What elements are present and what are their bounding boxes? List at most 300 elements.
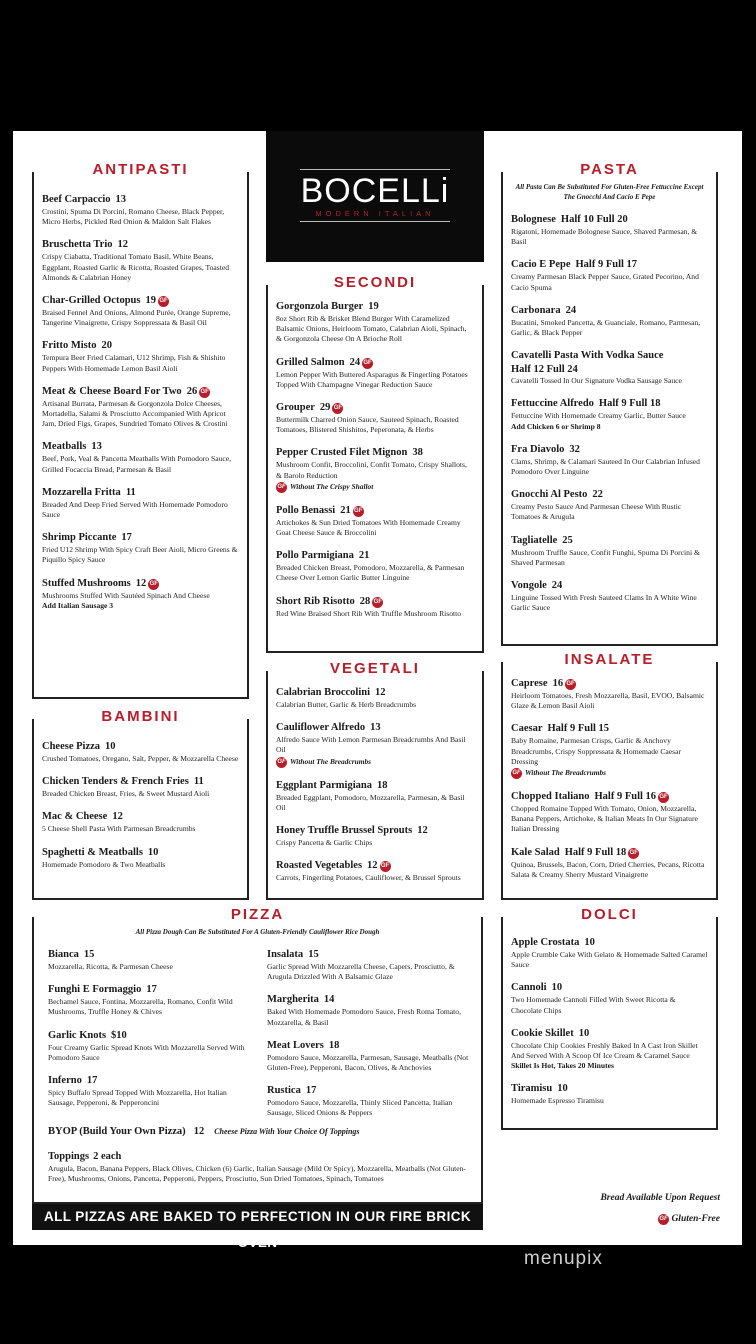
gf-icon: GF [658,1214,669,1225]
item-description: Four Creamy Garlic Spread Knots With Mozzarella Served With Pomodoro Sauce [48,1042,245,1062]
item-header [511,842,708,860]
item-header [276,352,474,370]
item-name: Beef Carpaccio [42,194,111,205]
item-price: Half 9 Full 15 [547,723,610,735]
item-price: 12 [117,239,128,251]
gf-icon: GF [276,757,287,768]
item-price: 29 [319,402,331,414]
item-header [511,718,708,736]
menu-item [267,989,472,1027]
item-header [48,1025,253,1043]
item-description: Calabrian Butter, Garlic & Herb Breadcrumbs [276,700,417,709]
item-name: Fritto Misto [42,340,97,352]
item-price: 10 [551,982,563,994]
item-header [511,484,708,502]
item-header [42,234,239,252]
gf-icon: GF [658,792,669,803]
gf-icon: GF [332,403,343,414]
item-name: Carbonara [511,304,561,316]
section-title: ANTIPASTI [34,161,247,179]
menu-item [42,482,239,520]
pizza-banner: ALL PIZZAS ARE BAKED TO PERFECTION IN OUR FIRE BRICK OVEN [32,1204,483,1230]
item-header [276,545,474,563]
gf-icon: GF [628,848,639,859]
menu-item [511,393,708,431]
item-name: Spaghetti & Meatballs [42,846,143,858]
item-header [267,1080,472,1098]
item-header [511,1023,708,1041]
menu-item [42,527,239,565]
menu-item [511,484,708,522]
item-description: Baby Romaine, Parmesan Crisps, Garlic & Anchovy Breadcrumbs, Crispy Soppressata & Homemade Caesar Dressing [511,736,681,766]
item-price: 26 [186,385,198,397]
item-name: Grilled Salmon [276,356,345,368]
logo-rule-bottom [300,221,450,222]
item-price: 20 [101,340,113,352]
item-description: Mushrooms Stuffed With Sautéed Spinach And Cheese [42,590,210,600]
item-price: Half 9 Full 18 [564,846,627,858]
item-description: Red Wine Braised Short Rib With Truffle Mushroom Risotto [276,608,462,618]
item-name: Honey Truffle Brussel Sprouts [276,825,413,837]
item-header [267,989,472,1007]
item-name: Vongole [511,580,547,592]
menu-item [276,545,474,583]
item-header [276,717,474,735]
item-description: Fried U12 Shrimp With Spicy Craft Beer Aioli, Micro Greens & Piquillo Spicy Sauce [42,545,238,565]
item-description: Breaded Chicken Breast, Pomodoro, Mozzarella, & Parmesan Cheese Over Lemon Garlic Butter Linguine [276,563,465,583]
pasta-note: All Pasta Can Be Substituted For Gluten-Free Fettuccine Except The Gnocchi And Cacio E Pepe [515,183,704,201]
item-header [276,500,474,518]
menu-item [48,944,253,972]
gf-icon: GF [372,597,383,608]
item-name: Cavatelli Pasta With Vodka Sauce [511,350,664,362]
item-description: Linguine Tossed With Fresh Sauteed Clams In A White Wine Garlic Sauce [511,593,697,613]
bread-note: Bread Available Upon Request [600,1193,720,1203]
item-description: Cavatelli Tossed In Our Signature Vodka Sausage Sauce [511,376,682,386]
item-price: 38 [412,447,423,459]
pizza-column-right [267,937,472,1119]
gf-icon: GF [148,579,159,590]
menu-item [42,842,239,870]
item-header [511,209,708,227]
item-price: 10 [105,741,116,752]
gf-note [276,756,474,768]
item-header [511,977,708,995]
item-description: Creamy Pesto Sauce And Parmesan Cheese With Rustic Tomatoes & Arugula [511,502,682,522]
item-header [267,944,472,962]
gf-icon: GF [511,768,522,779]
item-header [511,439,708,457]
item-price: 12 [367,860,378,872]
item-price: 24 [349,356,361,368]
item-price: 12 [375,687,386,698]
item-price: 11 [193,776,204,788]
item-price: 10 [557,1083,568,1095]
item-description: Beef, Pork, Veal & Pancetta Meatballs With Pomodoro Sauce, Grilled Focaccia Bread, Parmesan & Basil [42,454,232,474]
item-header [42,573,239,591]
item-header [276,682,474,700]
item-name: Short Rib Risotto [276,595,355,607]
menu-item [511,1023,708,1072]
menu-item [276,296,474,345]
item-description: Mushroom Confit, Broccolini, Confit Tomato, Crispy Shallots, & Barolo Reduction [276,460,467,480]
item-description: Bucatini, Smoked Pancetta, & Guanciale, Romano, Parmesan, Garlic, & Black Pepper [511,317,701,338]
gf-icon: GF [362,358,373,369]
item-header [42,189,239,207]
item-description: Breaded And Deep Fried Served With Homemade Pomodoro Sauce [42,499,228,520]
item-name: Funghi E Formaggio [48,984,142,996]
menu-item [48,1025,253,1063]
item-header [276,397,474,415]
item-price: 12 [135,577,147,589]
item-header [511,673,708,691]
item-header [276,820,474,838]
item-price: 19 [145,295,156,307]
menu-item [42,381,239,430]
item-header [42,335,239,353]
menu-item [511,209,708,247]
item-description: Carrots, Fingerling Potatoes, Cauliflower, & Brussel Sprouts [276,873,461,883]
menu-item [267,1080,472,1118]
item-header [267,1035,472,1053]
item-price: Half 9 Full 16 [594,791,657,803]
menu-item [276,442,474,492]
menu-item [511,345,708,386]
item-name: Calabrian Broccolini [276,687,371,698]
item-header [511,786,708,804]
gluten-free-legend: GF Gluten-Free [659,1214,720,1224]
menu-item [511,842,708,880]
item-name: Meat & Cheese Board For Two [42,385,182,397]
item-description: Buttermilk Charred Onion Sauce, Sauteed Spinach, Roasted Tomatoes, Blistered Shishitos, Peperonata, & Herbs [276,415,459,435]
item-price: 17 [305,1085,317,1097]
item-name: Bruschetta Trio [42,239,113,251]
menu-item [42,771,239,799]
item-price: 24 [551,580,563,592]
menu-item [276,500,474,538]
item-description: Tempura Beer Fried Calamari, U12 Shrimp, Fish & Shishito Peppers With Homemade Lemon Basil Aioli [42,353,226,373]
menu-item [276,682,474,710]
menu-item [511,977,708,1015]
item-name: Roasted Vegetables [276,860,363,872]
vegetali-section [266,660,484,900]
item-header [511,1078,708,1096]
item-description: Rigatoni, Homemade Bolognese Sauce, Shaved Parmesan, & Basil [511,227,698,247]
item-name: Cheese Pizza [42,741,101,752]
item-name: Garlic Knots [48,1029,107,1041]
menu-item [276,717,474,767]
item-header [511,530,708,548]
item-header [276,591,474,609]
section-title: INSALATE [503,651,716,669]
item-price: 24 [565,304,577,316]
item-header [42,736,239,754]
item-list [511,932,708,1107]
item-name: Bianca [48,949,79,960]
item-header [42,842,239,860]
item-price: 13 [91,441,102,453]
item-name: Margherita [267,994,319,1006]
item-name: Gorgonzola Burger [276,301,364,312]
item-description: Breaded Chicken Breast, Fries, & Sweet Mustard Aioli [42,789,210,799]
gf-note-text: Without The Breadcrumbs [290,756,372,766]
item-price: 17 [146,984,157,996]
item-price: 10 [584,937,595,948]
menu-item [511,932,708,970]
item-header [42,381,239,399]
item-header [42,806,239,824]
item-description: Baked With Homemade Pomodoro Sauce, Fresh Roma Tomato, Mozzarella, & Basil [267,1007,461,1027]
item-name: Kale Salad [511,846,560,858]
item-price: 13 [115,194,127,205]
item-description: 5 Cheese Shell Pasta With Parmesan Breadcrumbs [42,824,196,834]
item-description: Garlic Spread With Mozzarella Cheese, Capers, Prosciutto, & Arugula Drizzled With A Balsamic Glaze [267,962,455,982]
item-price: 10 [578,1027,590,1039]
item-list [42,736,239,870]
item-price: 21 [358,550,370,562]
item-header [42,771,239,789]
menu-item [42,290,239,328]
item-header [511,393,708,411]
item-header [276,775,474,793]
item-name: Pollo Parmigiana [276,550,354,562]
item-list [511,673,708,880]
item-description: Pomodoro Sauce, Mozzarella, Thinly Sliced Pancetta, Italian Sausage, Sliced Onions & Peppers [267,1098,453,1118]
item-price: 14 [323,994,335,1006]
menu-item [511,786,708,835]
item-name: Grouper [276,402,315,414]
item-name: Mozzarella Fritta [42,486,121,498]
logo-name: BOCELLi [300,172,450,210]
menu-item [267,1035,472,1073]
item-header [511,575,708,593]
item-description: Apple Crumble Cake With Gelato & Homemade Salted Caramel Sauce [511,950,708,970]
section-title: PIZZA [34,906,481,924]
item-price: 19 [368,301,379,312]
pizza-section [32,906,483,1204]
gf-icon: GF [199,387,210,398]
item-name: Mac & Cheese [42,811,108,823]
item-description: Mushroom Truffle Sauce, Confit Funghi, Spuma Di Porcini & Shaved Parmesan [511,547,700,567]
menu-item [48,979,253,1017]
menu-item [511,439,708,477]
item-description: Braised Fennel And Onions, Almond Purée, Orange Supreme, Tangerine Vinaigrette, Crispy Soppressata & Basil Oil [42,308,231,328]
item-name: Fra Diavolo [511,443,565,455]
item-description: Alfredo Sauce With Lemon Parmesan Breadcrumbs And Basil Oil [276,735,466,755]
gf-icon: GF [565,679,576,690]
item-header [511,345,708,363]
secondi-section [266,274,484,653]
item-price: 11 [125,486,136,498]
item-name: Gnocchi Al Pesto [511,489,588,501]
section-title: SECONDI [268,274,482,292]
menu-item [48,1070,253,1108]
byop-item: BYOP (Build Your Own Pizza) 12 Cheese Pizza With Your Choice Of Toppings [48,1126,360,1137]
menu-item [42,736,239,764]
menu-item [511,718,708,779]
item-name: Tagliatelle [511,534,558,546]
menu-item [42,189,239,227]
item-description: Breaded Eggplant, Pomodoro, Mozzarella, Parmesan, & Basil Oil [276,792,465,812]
item-list [276,682,474,883]
item-name: Fettuccine Alfredo [511,398,594,410]
item-name: Cookie Skillet [511,1027,574,1039]
item-description: 8oz Short Rib & Brisket Blend Burger With Caramelized Balsamic Onions, Heirloom Tomato, Calabrian Aioli, Spinach, & Gorgonzola Cheese On A Brioche Roll [276,314,467,344]
item-price: 28 [359,595,371,607]
item-price: 25 [562,534,573,546]
item-description: Bechamel Sauce, Fontina, Mozzarella, Romano, Confit Wild Mushrooms, Truffle Honey & Chives [48,997,233,1017]
item-description: Artichokes & Sun Dried Tomatoes With Homemade Creamy Goat Cheese Sauce & Broccolini [276,517,461,538]
item-description: Clams, Shrimp, & Calamari Sauteed In Our Calabrian Infused Pomodoro Over Linguine [511,456,700,477]
menu-item [42,806,239,834]
item-name: Caesar [511,723,543,735]
menu-item [511,673,708,711]
gf-icon: GF [158,296,169,307]
section-title: DOLCI [503,906,716,924]
item-description: Homemade Pomodoro & Two Meatballs [42,859,166,869]
gf-icon: GF [276,482,287,493]
item-description: Lemon Pepper With Buttered Asparagus & Fingerling Potatoes Topped With Champagne Vinegar Reduction Sauce [276,369,468,389]
pasta-section [501,161,718,646]
item-price: 17 [86,1075,98,1087]
item-price: Half 9 Full 17 [575,259,638,271]
item-name: Insalata [267,949,304,960]
menu-item [276,352,474,390]
gf-note-text: Without The Breadcrumbs [525,768,607,778]
item-description: Heirloom Tomatoes, Fresh Mozzarella, Basil, EVOO, Balsamic Glaze & Lemon Basil Aioli [511,691,705,711]
item-price: 32 [569,443,580,455]
menu-item [276,591,474,619]
item-price: 10 [147,846,159,858]
item-price: 15 [308,949,319,960]
item-header [276,296,474,314]
item-name: Rustica [267,1085,301,1097]
antipasti-section [32,161,249,699]
item-name: Cauliflower Alfredo [276,722,366,734]
gf-note [511,767,708,779]
item-price: 12 [417,825,428,837]
item-price: 16 [552,678,564,689]
item-price-sub: Half 12 Full 24 [511,364,578,376]
gf-icon: GF [380,861,391,872]
menu-item [276,855,474,883]
item-description: Chocolate Chip Cookies Freshly Baked In A Cast Iron Skillet And Served With A Scoop Of Ice Cream & Caramel Sauce [511,1040,698,1061]
insalate-section [501,651,718,900]
item-description: Fettuccine With Homemade Creamy Garlic, Butter Sauce [511,411,686,421]
section-title: PASTA [503,161,716,179]
item-header [511,254,708,272]
item-name: Cannoli [511,982,547,994]
item-header [48,979,253,997]
item-name: Stuffed Mushrooms [42,577,131,589]
item-name: Tiramisu [511,1083,553,1095]
item-header [276,855,474,873]
item-header [42,290,239,308]
item-addon: Add Italian Sausage 3 [42,600,114,610]
item-name: Cacio E Pepe [511,259,571,271]
item-name: Pollo Benassi [276,504,336,516]
item-price: Half 9 Full 18 [598,398,661,410]
item-price: 22 [592,489,603,501]
item-description: Crushed Tomatoes, Oregano, Salt, Pepper, & Mozzarella Cheese [42,754,239,763]
section-title: BAMBINI [34,708,247,726]
item-list [276,296,474,619]
menu-item [511,254,708,292]
item-header [511,932,708,950]
logo [266,131,484,262]
pizza-column-left [48,937,253,1108]
item-description: Mozzarella, Ricotta, & Parmesan Cheese [48,962,173,971]
bambini-section [32,708,249,900]
toppings-item: Toppings 2 each Arugula, Bacon, Banana Peppers, Black Olives, Chicken (6) Garlic, Italian Sausage (Mild Or Spicy), Mozzarella, Meatballs (Not Gluten-Free), Mushrooms, Onions, Pancetta, Pepperoni, Peppers, Prosciutto, Sun Dried Tomatoes, Spinach, Tomatoes [48,1151,466,1184]
item-description: Crostini, Spuma Di Porcini, Romano Cheese, Black Pepper, Micro Herbs, Pickled Red Onion & Maldon Salt Flakes [42,207,225,227]
gf-note-text: Without The Crispy Shallot [290,481,374,491]
item-name: Shrimp Piccante [42,532,117,544]
item-description: Spicy Buffalo Spread Topped With Mozzarella, Hot Italian Sausage, Pepperoni, & Pepperoncini [48,1088,227,1108]
item-addon: Skillet Is Hot, Takes 20 Minutes [511,1061,614,1071]
logo-rule-top [300,169,450,170]
item-name: Meat Lovers [267,1039,324,1051]
item-price: Half 10 Full 20 [560,214,628,225]
menu-item [42,335,239,373]
item-name: Chopped Italiano [511,791,590,803]
item-name: Meatballs [42,441,87,453]
item-list [42,189,239,611]
item-header [42,482,239,500]
item-name: Chicken Tenders & French Fries [42,776,189,788]
item-price: 18 [376,779,388,791]
item-list [511,209,708,613]
item-name: Char-Grilled Octopus [42,295,141,307]
item-description: Crispy Pancetta & Garlic Chips [276,838,373,848]
dolci-section [501,906,718,1130]
item-header [511,300,708,318]
gf-icon: GF [353,506,364,517]
item-description: Homemade Espresso Tiramisu [511,1096,604,1106]
item-header [276,442,474,460]
menu-item [511,530,708,568]
menu-item [511,1078,708,1106]
item-price: $10 [111,1029,127,1041]
menu-item [511,300,708,338]
item-description: Chopped Romaine Topped With Tomato, Onion, Mozzarella, Banana Peppers, Artichoke, & Italian Meats In Our Signature Italian Dressing [511,804,698,834]
watermark: menupix [524,1248,603,1269]
item-name: Apple Crostata [511,937,580,948]
item-addon: Add Chicken 6 or Shrimp 8 [511,421,601,431]
menu-item [276,775,474,813]
menu-item [42,436,239,474]
menu-item [42,234,239,283]
item-header [48,944,253,962]
menu-item [511,575,708,613]
pizza-note: All Pizza Dough Can Be Substituted For A Gluten-Friendly Cauliflower Rice Dough [135,928,380,936]
item-name: Eggplant Parmigiana [276,779,372,791]
menu-item [276,397,474,435]
item-name: Pepper Crusted Filet Mignon [276,447,408,459]
item-header [48,1070,253,1088]
item-description: Quinoa, Brussels, Bacon, Corn, Dried Cherries, Pecans, Ricotta Salata & Creamy Sherry Mustard Vinaigrette [511,859,705,879]
menu-item [267,944,472,982]
logo-subtitle: MODERN ITALIAN [315,209,435,218]
item-price: 18 [328,1039,340,1051]
item-name: Caprese [511,678,548,689]
item-description: Creamy Parmesan Black Pepper Sauce, Grated Pecorino, And Cacio Spuma [511,272,699,292]
item-name: Inferno [48,1075,82,1087]
item-description: Artisanal Burrata, Parmesan & Gorgonzola Dolce Cheeses, Mortadella, Salami & Prosciutto Accompanied With Apricot Jam, Dried Figs, Grapes, Sundried Tomato Olives & Crostini [42,398,228,429]
item-header [42,436,239,454]
gf-note [276,481,474,493]
item-description: Two Homemade Cannoli Filled With Sweet Ricotta & Chocolate Chips [511,995,676,1015]
